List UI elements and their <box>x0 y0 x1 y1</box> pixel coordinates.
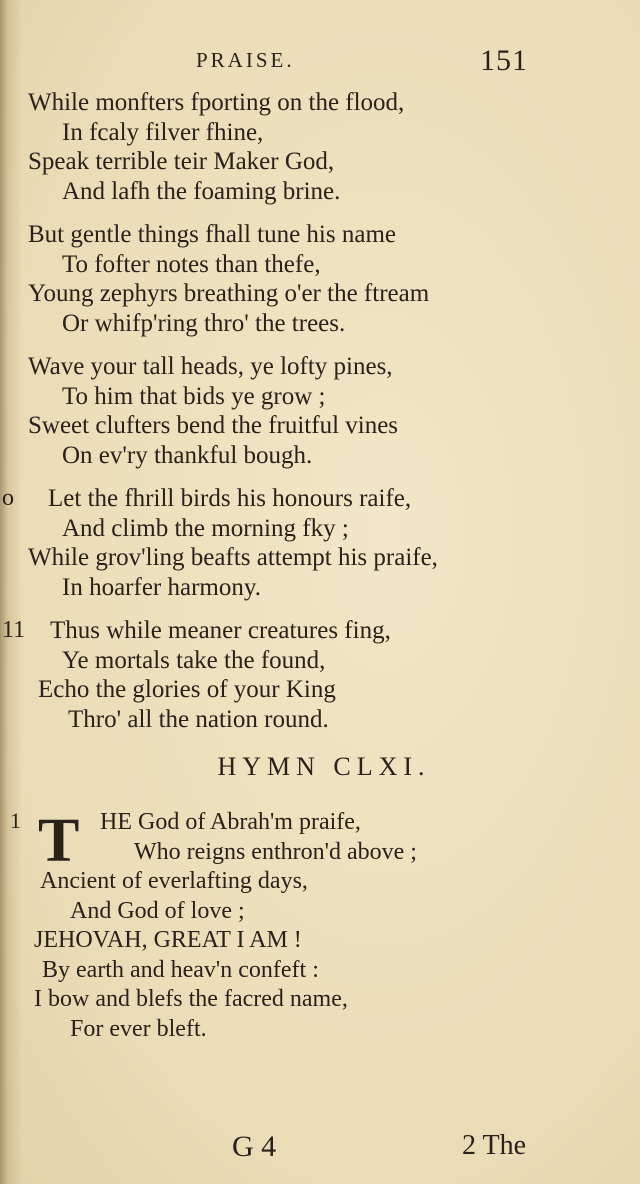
verse-line: And lafh the foaming brine. <box>62 177 341 205</box>
stanza <box>0 352 640 470</box>
verse-line: Or whifp'ring thro' the trees. <box>62 309 346 337</box>
verse-line: Ancient of everlafting days, <box>40 868 308 894</box>
catchword: 2 The <box>462 1130 527 1161</box>
page-footer <box>0 1130 640 1170</box>
drop-cap: T <box>38 807 80 875</box>
verse-line: And climb the morning fky ; <box>62 514 349 542</box>
stanza <box>0 220 640 338</box>
verse-line: Wave your tall heads, ye lofty pines, <box>28 353 393 380</box>
verse-line: For ever bleft. <box>70 1015 207 1042</box>
page-header <box>0 44 640 82</box>
verse-text: Let the fhrill birds his honours raife, <box>48 485 412 512</box>
verse-line: Young zephyrs breathing o'er the ftream <box>28 280 430 307</box>
verse-line: Ye mortals take the found, <box>62 646 326 674</box>
verse-line: And God of love ; <box>70 897 245 924</box>
verse-line: Speak terrible teir Maker God, <box>28 148 335 175</box>
verse-line: To him that bids ye grow ; <box>62 382 326 410</box>
verse-number: 1 <box>10 808 21 833</box>
stanza <box>0 616 640 734</box>
verse-line: Thro' all the nation round. <box>68 705 329 733</box>
hymn-title: HYMN CLXI. <box>217 752 431 781</box>
verse-line: While monfters fporting on the flood, <box>28 89 405 116</box>
verse-line: While grov'ling beafts attempt his praife, <box>28 544 438 571</box>
verse-line: On ev'ry thankful bough. <box>62 441 313 469</box>
hymn-stanzas <box>0 88 640 748</box>
verse-line: To fofter notes than thefe, <box>62 250 321 278</box>
stanza <box>0 88 640 206</box>
verse-line: JEHOVAH, GREAT I AM ! <box>34 927 302 953</box>
verse-line: I bow and blefs the facred name, <box>34 986 348 1012</box>
signature-mark: G 4 <box>232 1130 277 1163</box>
stanza <box>0 484 640 602</box>
verse-line: By earth and heav'n confeft : <box>42 956 319 983</box>
hymn-body <box>0 808 640 1044</box>
verse-line <box>0 484 640 514</box>
verse-line: Who reigns enthron'd above ; <box>134 838 417 865</box>
verse-line: Echo the glories of your King <box>38 676 336 703</box>
stanza-number: 11 <box>2 617 26 643</box>
verse-line: In fcaly filver fhine, <box>62 118 264 146</box>
verse-line: HE God of Abrah'm praife, <box>100 809 361 835</box>
verse-line: But gentle things fhall tune his name <box>28 221 396 248</box>
running-head: PRAISE. <box>196 48 295 72</box>
verse-line: Sweet clufters bend the fruitful vines <box>28 412 399 439</box>
stanza-number: o <box>2 485 14 511</box>
page-number: 151 <box>480 44 528 77</box>
verse-line <box>0 616 640 646</box>
verse-text: Thus while meaner creatures fing, <box>50 617 391 644</box>
verse-line: In hoarfer harmony. <box>62 573 261 601</box>
